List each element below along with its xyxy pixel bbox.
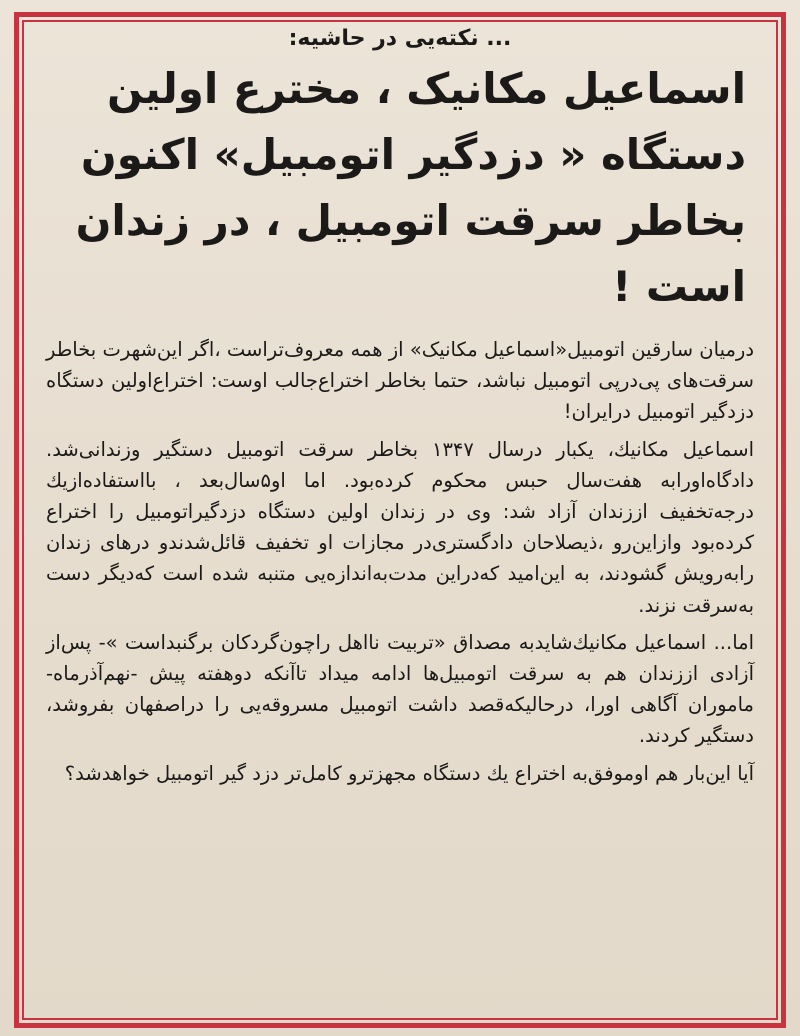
kicker: ... نکته‌یی در حاشیه:: [288, 26, 512, 51]
paragraph-1: درمیان سارقین اتومبیل«اسماعیل مکانیک» از همه معروف‌تراست ،اگر این‌شهرت بخاطر سرقت‌های پی‌درپی اتومبیل نباشد، حتما بخاطر اختراع‌جالب اوست: اختراع‌اولین دستگاه دزدگیر اتومبیل درایران!: [46, 338, 754, 424]
paragraph-4: آیا این‌بار هم اوموفق‌به اختراع یك دستگاه مجهزترو کامل‌تر دزد گیر اتومبیل خواهدشد؟: [64, 761, 754, 785]
paragraph-3: اما... اسماعیل مکانیك‌شایدبه مصداق «تربیت نااهل راچون‌گردکان برگنبداست »- پس‌از آزادی اززندان هم به سرقت اتومبیل‌ها ادامه میداد تاآنکه دوهفته پیش -نهم‌آذرماه- ماموران آگاهی اورا، درحالیکه‌قصد داشت اتومبیل مسروقه‌یی را دراصفهان بفروشد، دستگیر کردند.: [46, 630, 754, 748]
article: [40, 26, 760, 795]
headline: اسماعیل مکانیک ، مخترع اولین دستگاه « دزدگیر اتومبیل» اکنون بخاطر سرقت اتومبیل ، در زندان است !: [75, 64, 746, 311]
paragraph-2: اسماعیل مکانیك، یکبار درسال ۱۳۴۷ بخاطر سرقت اتومبیل دستگیر وزندانی‌شد. دادگاه‌اورابه هفت‌سال حبس محکوم کرده‌بود. اما او۵سال‌بعد ، بااستفاده‌ازیك درجه‌تخفیف اززندان آزاد شد: وی در زندان اولین دستگاه دزدگیراتومبیل را اختراع کرده‌بود وازاین‌رو ،ذیصلاحان دادگستری‌در مجازات او تخفیف قائل‌شدندو درهای زندان رابه‌رویش گشودند، به این‌امید که‌دراین مدت‌به‌اندازه‌یی متنبه شده است که‌دیگر دست به‌سرقت نزند.: [46, 437, 754, 617]
